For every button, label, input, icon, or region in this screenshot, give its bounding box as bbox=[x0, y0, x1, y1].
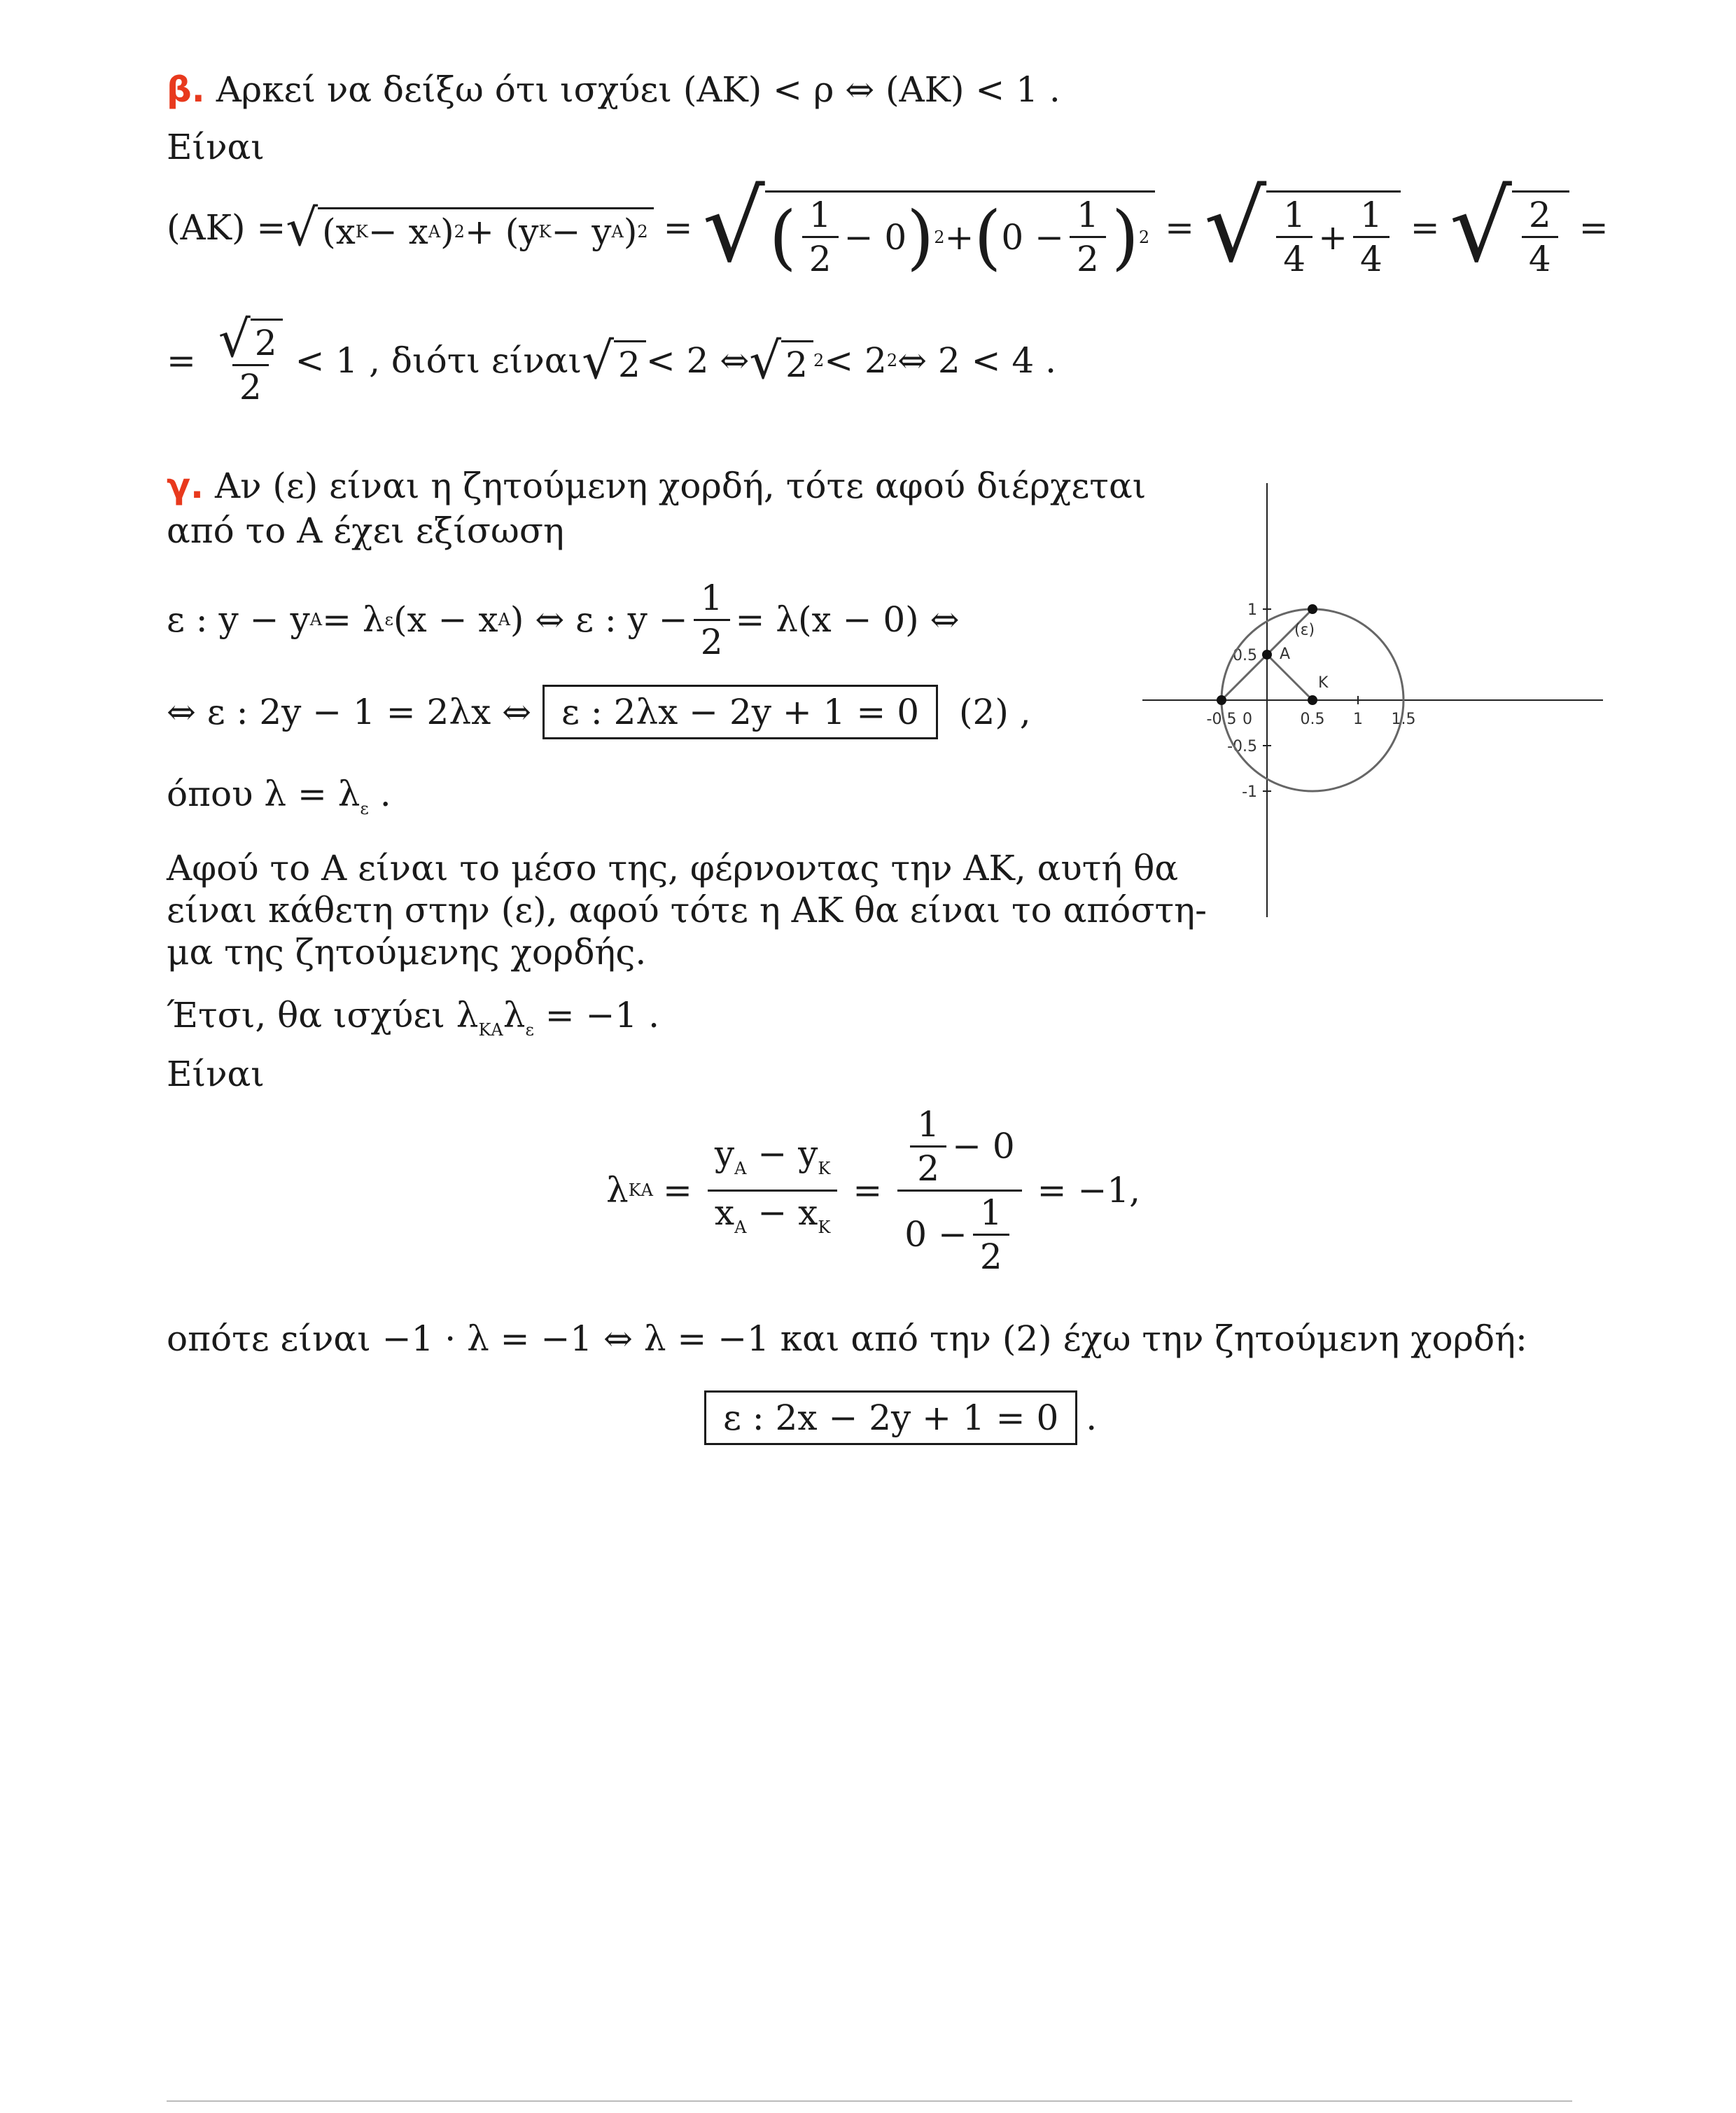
term: 0 − bbox=[1001, 216, 1065, 258]
sub: K bbox=[818, 1217, 831, 1237]
x-tick-label: -0.5 bbox=[1206, 711, 1237, 728]
num: 1 bbox=[1283, 195, 1306, 235]
beta-line-1 bbox=[167, 69, 1060, 111]
equals: = bbox=[1165, 207, 1195, 248]
gamma-etsi bbox=[167, 994, 659, 1051]
den: 2 bbox=[910, 1145, 946, 1190]
term: + (y bbox=[464, 211, 539, 252]
sqrt-sign: √ bbox=[702, 170, 765, 284]
sqrt-quarters bbox=[1204, 170, 1401, 284]
text: − 0 bbox=[952, 1126, 1015, 1166]
beta-marker: β. bbox=[167, 69, 205, 110]
sup: 2 bbox=[934, 227, 945, 247]
term: − x bbox=[368, 211, 428, 252]
fraction bbox=[1353, 194, 1390, 280]
sub: ε bbox=[384, 610, 393, 629]
fraction bbox=[1522, 194, 1558, 280]
text: − x bbox=[746, 1192, 818, 1233]
gamma-opote: οπότε είναι −1 · λ = −1 ⇔ λ = −1 και από την (2) έχω την ζητούμενη χορδή: bbox=[167, 1318, 1527, 1359]
num bbox=[708, 1133, 837, 1190]
footer-rule bbox=[167, 2100, 1572, 2102]
text: λ bbox=[503, 995, 526, 1035]
text: = −1 . bbox=[533, 995, 660, 1035]
result: = −1, bbox=[1037, 1170, 1141, 1211]
x-tick-label: 0 bbox=[1242, 711, 1252, 728]
num: 1 bbox=[808, 195, 832, 235]
gamma-opou bbox=[167, 773, 391, 830]
num: 1 bbox=[979, 1192, 1002, 1233]
fraction bbox=[1276, 194, 1312, 280]
text: όπου λ = λ bbox=[167, 774, 360, 814]
num bbox=[211, 309, 290, 368]
boxed-final-equation: ε : 2x − 2y + 1 = 0 bbox=[704, 1390, 1077, 1445]
x-tick-label: 1 bbox=[1353, 711, 1363, 728]
text: = λ(x − 0) ⇔ bbox=[735, 599, 960, 640]
num: 1 bbox=[917, 1103, 940, 1145]
point bbox=[1217, 695, 1226, 705]
sqrt-body bbox=[1512, 190, 1569, 280]
label-epsilon: (ε) bbox=[1294, 621, 1315, 639]
sqrt-sign: √ bbox=[1449, 170, 1512, 284]
term: + bbox=[1318, 216, 1348, 258]
paren: ( bbox=[769, 195, 797, 278]
slope-equation bbox=[606, 1099, 1140, 1281]
sup: 2 bbox=[813, 351, 825, 370]
beta-einai: Είναι bbox=[167, 127, 265, 167]
y-tick-label: 1 bbox=[1247, 601, 1257, 619]
text: ⇔ 2 < 4 . bbox=[897, 340, 1056, 381]
text: . bbox=[1086, 1397, 1098, 1438]
num: 1 bbox=[1359, 195, 1382, 235]
text: < 1 , διότι είναι bbox=[295, 340, 582, 381]
text: ε : y − y bbox=[167, 599, 310, 640]
sqrt-sign: √ bbox=[749, 331, 782, 390]
sqrt-body bbox=[1266, 190, 1401, 280]
equals: = bbox=[167, 340, 196, 381]
fraction bbox=[694, 577, 730, 663]
sup: 2 bbox=[1138, 227, 1150, 247]
term: − y bbox=[551, 211, 612, 252]
gamma-paragraph-3: μα της ζητούμενης χορδής. bbox=[167, 932, 647, 972]
fraction bbox=[910, 1103, 946, 1190]
sqrt-body: 2 bbox=[614, 340, 646, 386]
equals: = bbox=[853, 1170, 883, 1211]
beta-statement: Αρκεί να δείξω ότι ισχύει (ΑΚ) < ρ ⇔ (ΑΚ) < 1 . bbox=[216, 69, 1060, 110]
fraction-sqrt2-over-2 bbox=[211, 309, 290, 408]
den: 2 bbox=[973, 1234, 1009, 1278]
sqrt-distance bbox=[286, 198, 653, 257]
equals: = bbox=[663, 207, 693, 248]
sqrt-sign: √ bbox=[218, 309, 251, 368]
sub: K bbox=[355, 222, 368, 242]
sqrt-sign: √ bbox=[1204, 170, 1267, 284]
x-tick-label: 0.5 bbox=[1300, 711, 1325, 728]
paren: ( bbox=[974, 195, 1002, 278]
term: + bbox=[944, 216, 974, 258]
sqrt-sign: √ bbox=[286, 198, 318, 257]
den: 2 bbox=[232, 364, 269, 408]
text: = λ bbox=[322, 599, 385, 640]
gamma-paragraph-2: είναι κάθετη στην (ε), αφού τότε η ΑΚ θα είναι το απόστη- bbox=[167, 890, 1207, 930]
den: 4 bbox=[1522, 236, 1558, 280]
num: 2 bbox=[1528, 195, 1551, 235]
beta-distance-equation bbox=[167, 168, 1618, 287]
gamma-equation-1 bbox=[167, 574, 959, 665]
sup: 2 bbox=[886, 351, 898, 370]
label-A: A bbox=[1280, 646, 1291, 663]
text: (x − x bbox=[393, 599, 498, 640]
sub: A bbox=[498, 610, 510, 629]
sqrt bbox=[218, 309, 283, 368]
point bbox=[1262, 650, 1272, 660]
sub: ε bbox=[360, 799, 369, 818]
fraction bbox=[1070, 194, 1106, 280]
term: (x bbox=[322, 211, 356, 252]
sup: 2 bbox=[637, 222, 648, 242]
sqrt-half bbox=[1449, 170, 1569, 284]
equals: = bbox=[662, 1170, 692, 1211]
text: 0 − bbox=[904, 1214, 967, 1255]
text: ) ⇔ ε : y − bbox=[510, 599, 688, 640]
fraction-slope-numeric bbox=[897, 1103, 1021, 1278]
den: 4 bbox=[1276, 236, 1312, 280]
sqrt-body bbox=[318, 207, 653, 253]
gamma-equation-2 bbox=[167, 681, 1031, 744]
num: 1 bbox=[1077, 195, 1099, 235]
sub: A bbox=[428, 222, 441, 242]
y-tick-label: -0.5 bbox=[1227, 738, 1257, 755]
gamma-line-1 bbox=[167, 465, 1146, 507]
sub: ΚΑ bbox=[478, 1020, 503, 1040]
label-K: K bbox=[1318, 674, 1329, 692]
fraction-slope-formula bbox=[708, 1133, 837, 1248]
boxed-line-equation: ε : 2λx − 2y + 1 = 0 bbox=[542, 685, 938, 739]
sqrt bbox=[749, 331, 813, 390]
gamma-marker: γ. bbox=[167, 466, 204, 506]
num bbox=[897, 1103, 1021, 1190]
sqrt-numeric bbox=[702, 170, 1156, 284]
den: 2 bbox=[802, 236, 839, 280]
text: Έτσι, θα ισχύει λ bbox=[167, 995, 479, 1035]
text: λ bbox=[606, 1170, 629, 1211]
circle-graph bbox=[1134, 476, 1610, 924]
sqrt-body: 2 bbox=[251, 319, 283, 364]
sub: K bbox=[818, 1158, 831, 1178]
point bbox=[1308, 604, 1317, 614]
text: < 2 bbox=[824, 340, 887, 381]
text: y bbox=[714, 1133, 735, 1174]
sqrt-body: 2 bbox=[781, 340, 813, 386]
equals: = bbox=[1578, 207, 1609, 248]
sub: ΚΑ bbox=[628, 1180, 653, 1200]
text: ⇔ ε : 2y − 1 = 2λx ⇔ bbox=[167, 692, 532, 732]
den bbox=[897, 1190, 1021, 1278]
point bbox=[1308, 695, 1317, 705]
sup: 2 bbox=[454, 222, 465, 242]
num: 1 bbox=[700, 577, 723, 618]
text: < 2 ⇔ bbox=[645, 340, 750, 381]
y-tick-label: -1 bbox=[1242, 783, 1257, 801]
fraction bbox=[973, 1192, 1009, 1278]
sub: ε bbox=[525, 1020, 534, 1040]
gamma-line-2: από το Α έχει εξίσωση bbox=[167, 510, 564, 551]
text: − y bbox=[746, 1133, 818, 1174]
x-tick-label: 1.5 bbox=[1391, 711, 1416, 728]
beta-conclusion bbox=[167, 308, 1056, 413]
sqrt-sign: √ bbox=[582, 331, 615, 390]
y-tick-label: 0.5 bbox=[1233, 647, 1257, 664]
sqrt-body bbox=[765, 190, 1155, 280]
term: ) bbox=[440, 211, 454, 252]
final-answer bbox=[704, 1386, 1097, 1449]
text: Αν (ε) είναι η ζητούμενη χορδή, τότε αφού διέρχεται bbox=[214, 466, 1147, 506]
den: 2 bbox=[1070, 236, 1106, 280]
sub: A bbox=[734, 1217, 747, 1237]
den: 2 bbox=[694, 619, 730, 663]
equation-number: (2) , bbox=[959, 692, 1031, 732]
term: − 0 bbox=[844, 216, 907, 258]
gamma-paragraph-1: Αφού το Α είναι το μέσο της, φέρνοντας την ΑΚ, αυτή θα bbox=[167, 848, 1179, 888]
sub: A bbox=[309, 610, 323, 629]
equals: = bbox=[1410, 207, 1440, 248]
den bbox=[708, 1190, 837, 1248]
den: 4 bbox=[1353, 236, 1390, 280]
eq-lhs: (ΑΚ) = bbox=[167, 207, 286, 248]
gamma-einai: Είναι bbox=[167, 1054, 265, 1094]
term: ) bbox=[623, 211, 638, 252]
sub: K bbox=[538, 222, 552, 242]
paren: ) bbox=[1111, 195, 1139, 278]
fraction bbox=[802, 194, 839, 280]
sub: A bbox=[734, 1158, 747, 1178]
paren: ) bbox=[906, 195, 934, 278]
sqrt bbox=[582, 331, 646, 390]
sub: A bbox=[611, 222, 624, 242]
text: x bbox=[714, 1192, 735, 1233]
text: . bbox=[368, 774, 391, 814]
